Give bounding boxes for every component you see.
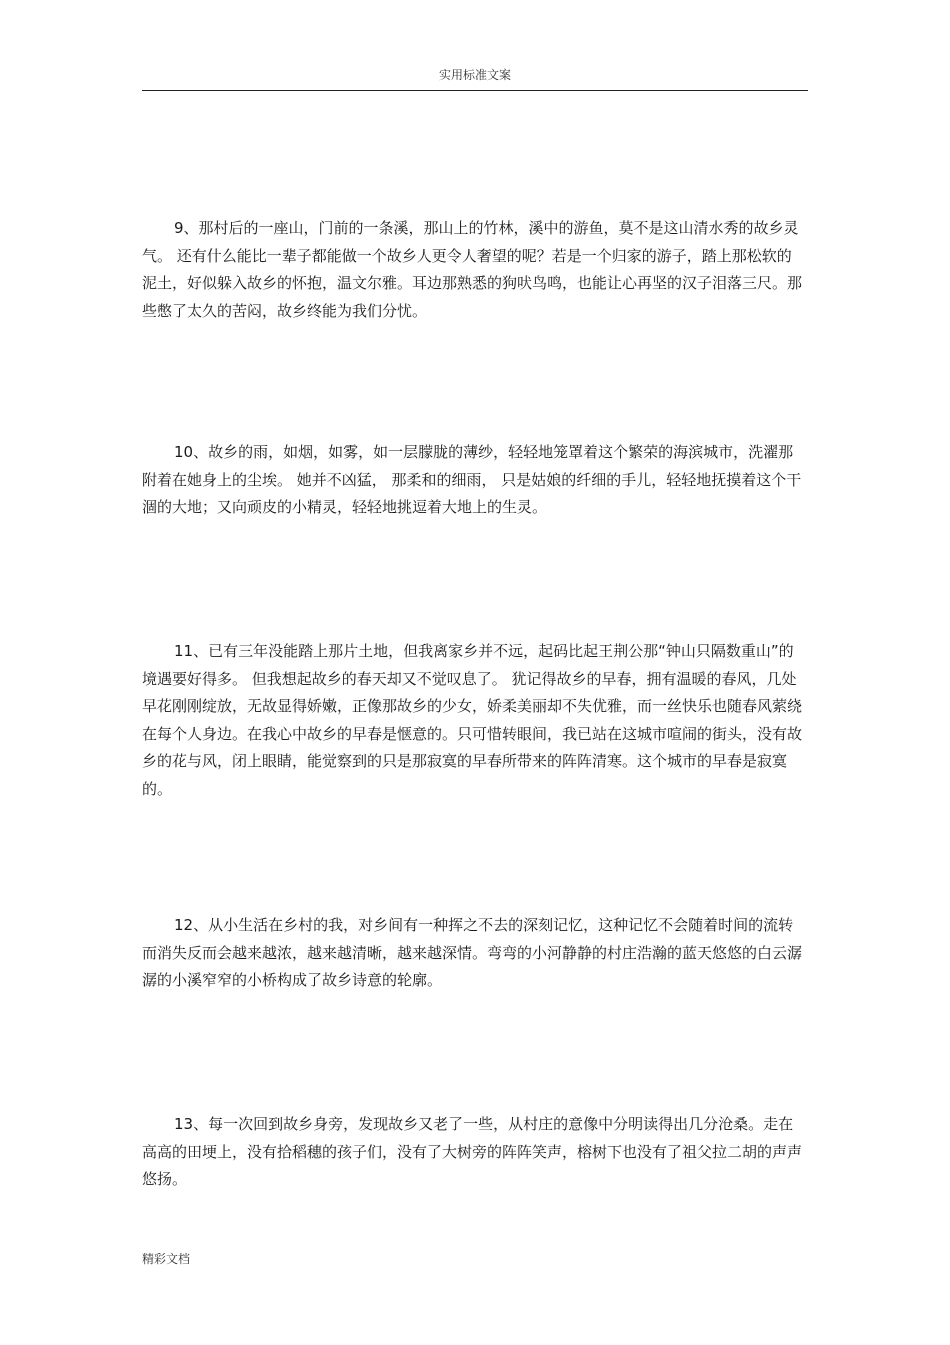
page-footer: 精彩文档 — [142, 1252, 191, 1266]
paragraph-11: 11、已有三年没能踏上那片土地，但我离家乡并不远，起码比起王荆公那“钟山只隔数重山”的境遇要好得多。 但我想起故乡的春天却又不觉叹息了。 犹记得故乡的早春，拥有温暖的春风，几处早花刚刚绽放，无故显得娇嫩，正像那故乡的少女，娇柔美丽却不失优雅，而一丝快乐也随春风萦绕在每个人身边。在我心中故乡的早春是惬意的。只可惜转眼间，我已站在这城市喧闹的街头，没有故乡的花与风，闭上眼睛，能觉察到的只是那寂寞的早春所带来的阵阵清寒。这个城市的早春是寂寞的。 — [142, 642, 803, 798]
paragraph-12: 12、从小生活在乡村的我，对乡间有一种挥之不去的深刻记忆，这种记忆不会随着时间的流转而消失反而会越来越浓，越来越清晰，越来越深情。弯弯的小河静静的村庄浩瀚的蓝天悠悠的白云潺潺的小溪窄窄的小桥构成了故乡诗意的轮廓。 — [142, 916, 803, 989]
paragraph-13: 13、每一次回到故乡身旁，发现故乡又老了一些，从村庄的意像中分明读得出几分沧桑。走在高高的田埂上，没有拾稻穗的孩子们，没有了大树旁的阵阵笑声，榕树下也没有了祖父拉二胡的声声悠扬。 — [142, 1115, 803, 1188]
header-divider — [142, 90, 808, 91]
paragraph-10: 10、故乡的雨，如烟，如雾，如一层朦胧的薄纱，轻轻地笼罩着这个繁荣的海滨城市，洗濯那附着在她身上的尘埃。 她并不凶猛， 那柔和的细雨， 只是姑娘的纤细的手儿，轻轻地抚摸着这个干涸的大地；又向顽皮的小精灵，轻轻地挑逗着大地上的生灵。 — [142, 443, 802, 516]
paragraph-9: 9、那村后的一座山，门前的一条溪，那山上的竹林，溪中的游鱼，莫不是这山清水秀的故乡灵气。 还有什么能比一辈子都能做一个故乡人更令人奢望的呢？若是一个归家的游子，踏上那松软的泥土，好似躲入故乡的怀抱，温文尔雅。耳边那熟悉的狗吠鸟鸣，也能让心再坚的汉子泪落三尺。那些憋了太久的苦闷，故乡终能为我们分忧。 — [142, 219, 803, 320]
page-header: 实用标准文案 — [438, 68, 511, 82]
